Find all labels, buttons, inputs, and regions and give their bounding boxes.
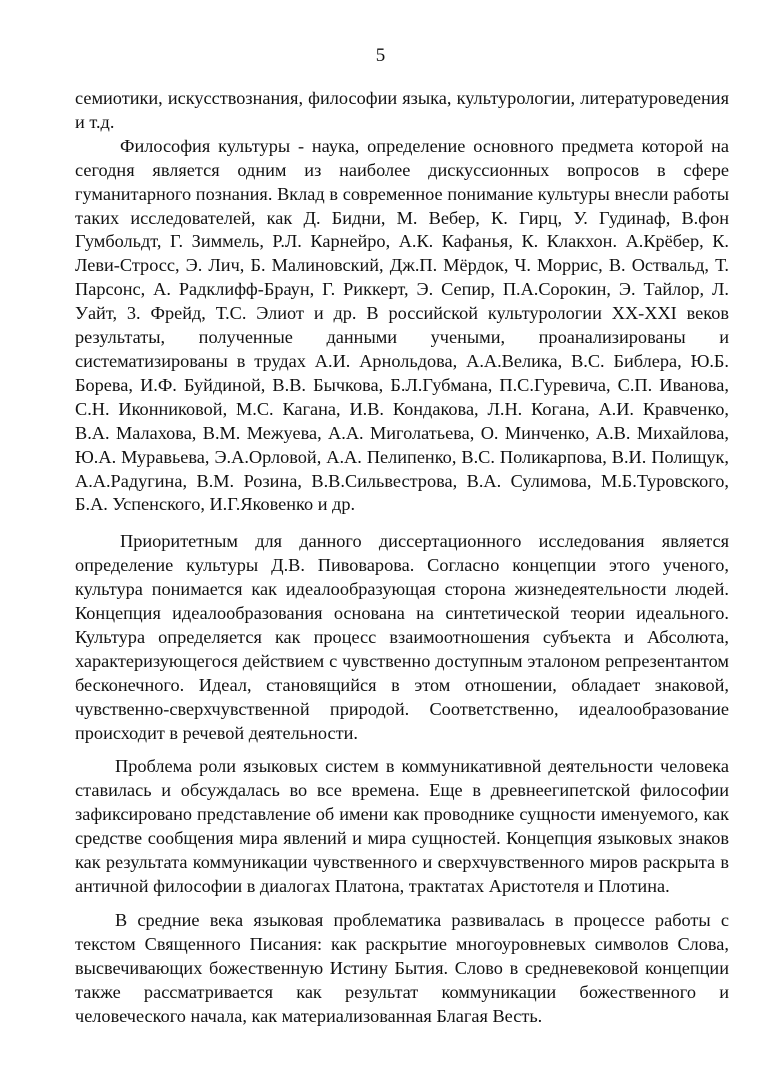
page-number: 5 — [375, 45, 386, 66]
paragraph-middle-ages: В средние века языковая проблематика развивалась в процессе работы с текстом Священного Писания: как раскрытие многоуровневых символов Слова, высвечивающих божественную Истину Бытия. Слово в средневековой концепции также рассматривается как результат коммуникации божественного и человеческого начала, как материализованная Благая Весть. — [75, 909, 729, 1026]
paragraph-language-systems: Проблема роли языковых систем в коммуникативной деятельности человека ставилась и обсуждалась во все времена. Еще в древнеегипетской философии зафиксировано представление об имени как проводнике сущности именуемого, как средстве сообщения мира явлений и мира сущностей. Концепция языковых знаков как результата коммуникации чувственного и сверхчувственного миров раскрыта в античной философии в диалогах Платона, трактатах Аристотеля и Плотина. — [75, 756, 729, 896]
document-body — [75, 87, 729, 1028]
paragraph-continuation: семиотики, искусствознания, философии языка, культурологии, литературоведения и т.д. — [75, 88, 729, 132]
paragraph-philosophy-of-culture: Философия культуры - наука, определение основного предмета которой на сегодня является одним из наиболее дискуссионных вопросов в сфере гуманитарного познания. Вклад в современное понимание культуры внесли работы таких исследователей, как Д. Бидни, М. Вебер, К. Гирц, У. Гудинаф, В.фон Гумбольдт, Г. Зиммель, Р.Л. Карнейро, А.К. Кафанья, К. Клакхон. А.Крёбер, К. Леви-Стросс, Э. Лич, Б. Малиновский, Дж.П. Мёрдок, Ч. Моррис, В. Оствальд, Т. Парсонс, А. Радклифф-Браун, Г. Риккерт, Э. Сепир, П.А.Сорокин, Э. Тайлор, Л. Уайт, 3. Фрейд, Т.С. Элиот и др. В российской культурологии XX-XXI веков результаты, полученные данными учеными, проанализированы и систематизированы в трудах А.И. Арнольдова, А.А.Велика, В.С. Библера, Ю.Б. Борева, И.Ф. Буйдиной, В.В. Бычкова, Б.Л.Губмана, П.С.Гуревича, С.П. Иванова, С.Н. Иконниковой, М.С. Кагана, И.В. Кондакова, Л.Н. Когана, А.И. Кравченко, В.А. Малахова, В.М. Межуева, А.А. Миголатьева, О. Минченко, А.В. Михайлова, Ю.А. Муравьева, Э.А.Орловой, А.А. Пелипенко, В.С. Поликарпова, В.И. Полищук, А.А.Радугина, В.М. Розина, В.В.Сильвестрова, В.А. Сулимова, М.Б.Туровского, Б.А. Успенского, И.Г.Яковенко и др. — [75, 135, 729, 515]
paragraph-pivovarov-definition: Приоритетным для данного диссертационного исследования является определение культуры Д.В. Пивоварова. Согласно концепции этого ученого, культура понимается как идеалообразующая сторона жизнедеятельности людей. Концепция идеалообразования основана на синтетической теории идеального. Культура определяется как процесс взаимоотношения субъекта и Абсолюта, характеризующегося действием с чувственно доступным эталоном репрезентантом бесконечного. Идеал, становящийся в этом отношении, обладает знаковой, чувственно-сверхчувственной природой. Соответственно, идеалообразование происходит в речевой деятельности. — [75, 531, 729, 743]
